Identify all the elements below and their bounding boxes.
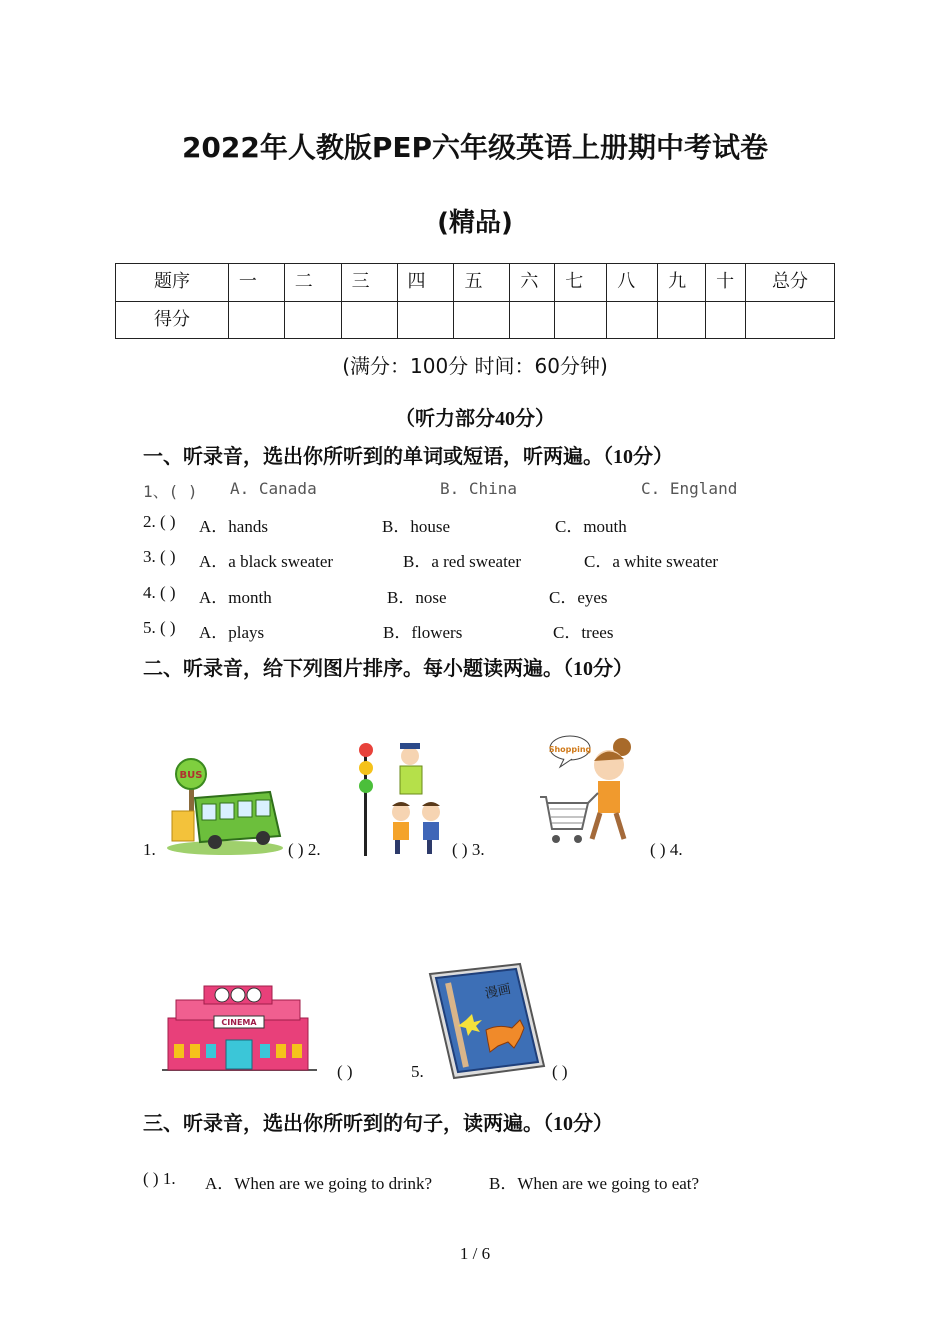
score-cell[interactable] (228, 301, 284, 339)
option-b: B．nose (387, 588, 447, 607)
score-cell[interactable] (284, 301, 341, 339)
table-header-cell: 一 (238, 271, 257, 292)
option-b: B．flowers (383, 623, 463, 642)
shopping-bubble-text: Shopping (548, 745, 592, 754)
traffic-police-picture (355, 740, 455, 858)
option-b: B. China (440, 479, 518, 498)
option-c: C. England (641, 479, 738, 498)
option-a: A．When are we going to drink? (205, 1174, 433, 1193)
bus-stop-picture (160, 756, 285, 856)
score-table (115, 263, 835, 339)
question-number: 2. ( ) (143, 512, 176, 531)
table-header-cell: 九 (668, 271, 687, 292)
comic-title-text: 漫画 (483, 981, 513, 1002)
option-a: A. Canada (230, 479, 317, 498)
score-cell[interactable] (607, 301, 658, 339)
score-cell[interactable] (454, 301, 510, 339)
option-c: C．mouth (555, 517, 627, 536)
score-cell[interactable] (706, 301, 746, 339)
option-a: A．plays (199, 623, 265, 642)
score-cell[interactable] (658, 301, 706, 339)
picture-number: 1. (143, 840, 156, 859)
option-a: A．month (199, 588, 272, 607)
table-row-label: 得分 (154, 308, 190, 330)
answer-blank[interactable]: ( ) (337, 1062, 353, 1081)
listening-part-heading: （听力部分40分） (395, 408, 555, 430)
table-header-cell: 七 (565, 271, 584, 292)
section3-heading: 三、听录音，选出你所听到的句子，读两遍。（10分） (143, 1113, 613, 1135)
table-header-cell: 总分 (772, 271, 809, 292)
score-cell[interactable] (397, 301, 454, 339)
table-header-cell: 八 (617, 271, 636, 292)
picture-number: 5. (411, 1062, 424, 1081)
shopping-girl-picture (536, 733, 641, 853)
table-header-cell: 四 (407, 271, 426, 292)
answer-blank[interactable]: ( ) 4. (650, 840, 683, 859)
question-number: 3. ( ) (143, 547, 176, 566)
question-number: 4. ( ) (143, 583, 176, 602)
score-cell[interactable] (341, 301, 397, 339)
exam-title: 2022年人教版PEP六年级英语上册期中考试卷 (181, 131, 769, 164)
comic-book-picture (428, 962, 548, 1080)
table-header-cell: 十 (716, 271, 735, 292)
score-cell[interactable] (555, 301, 607, 339)
full-mark-info: (满分：100分 时间：60分钟) (342, 354, 608, 378)
table-header-cell: 五 (464, 271, 483, 292)
option-c: C．eyes (549, 588, 608, 607)
section1-heading: 一、听录音，选出你所听到的单词或短语，听两遍。（10分） (143, 446, 673, 468)
answer-blank[interactable]: ( ) (552, 1062, 568, 1081)
option-c: C．a white sweater (584, 552, 719, 571)
question-number: 1、( ) (143, 482, 198, 501)
answer-blank[interactable]: ( ) 2. (288, 840, 321, 859)
cinema-picture (162, 982, 317, 1072)
cinema-sign-text: CINEMA (221, 1018, 257, 1027)
exam-subtitle: (精品) (437, 208, 513, 238)
option-c: C．trees (553, 623, 614, 642)
table-header-cell: 二 (294, 271, 313, 292)
question-number[interactable]: ( ) 1. (143, 1169, 176, 1188)
table-header-cell: 题序 (154, 271, 190, 292)
page-number: 1 / 6 (459, 1244, 491, 1263)
option-a: A．hands (199, 517, 268, 536)
question-number: 5. ( ) (143, 618, 176, 637)
score-cell[interactable] (510, 301, 555, 339)
score-cell[interactable] (746, 301, 835, 339)
option-b: B．house (382, 517, 450, 536)
option-b: B．When are we going to eat? (489, 1174, 700, 1193)
table-header-cell: 三 (351, 271, 370, 292)
score-table-header-row (116, 264, 835, 302)
option-b: B．a red sweater (403, 552, 522, 571)
answer-blank[interactable]: ( ) 3. (452, 840, 485, 859)
section2-heading: 二、听录音，给下列图片排序。每小题读两遍。（10分） (143, 658, 633, 680)
table-header-cell: 六 (520, 271, 539, 292)
bus-sign-text: BUS (179, 770, 203, 781)
score-table-score-row (116, 301, 835, 339)
option-a: A．a black sweater (199, 552, 334, 571)
